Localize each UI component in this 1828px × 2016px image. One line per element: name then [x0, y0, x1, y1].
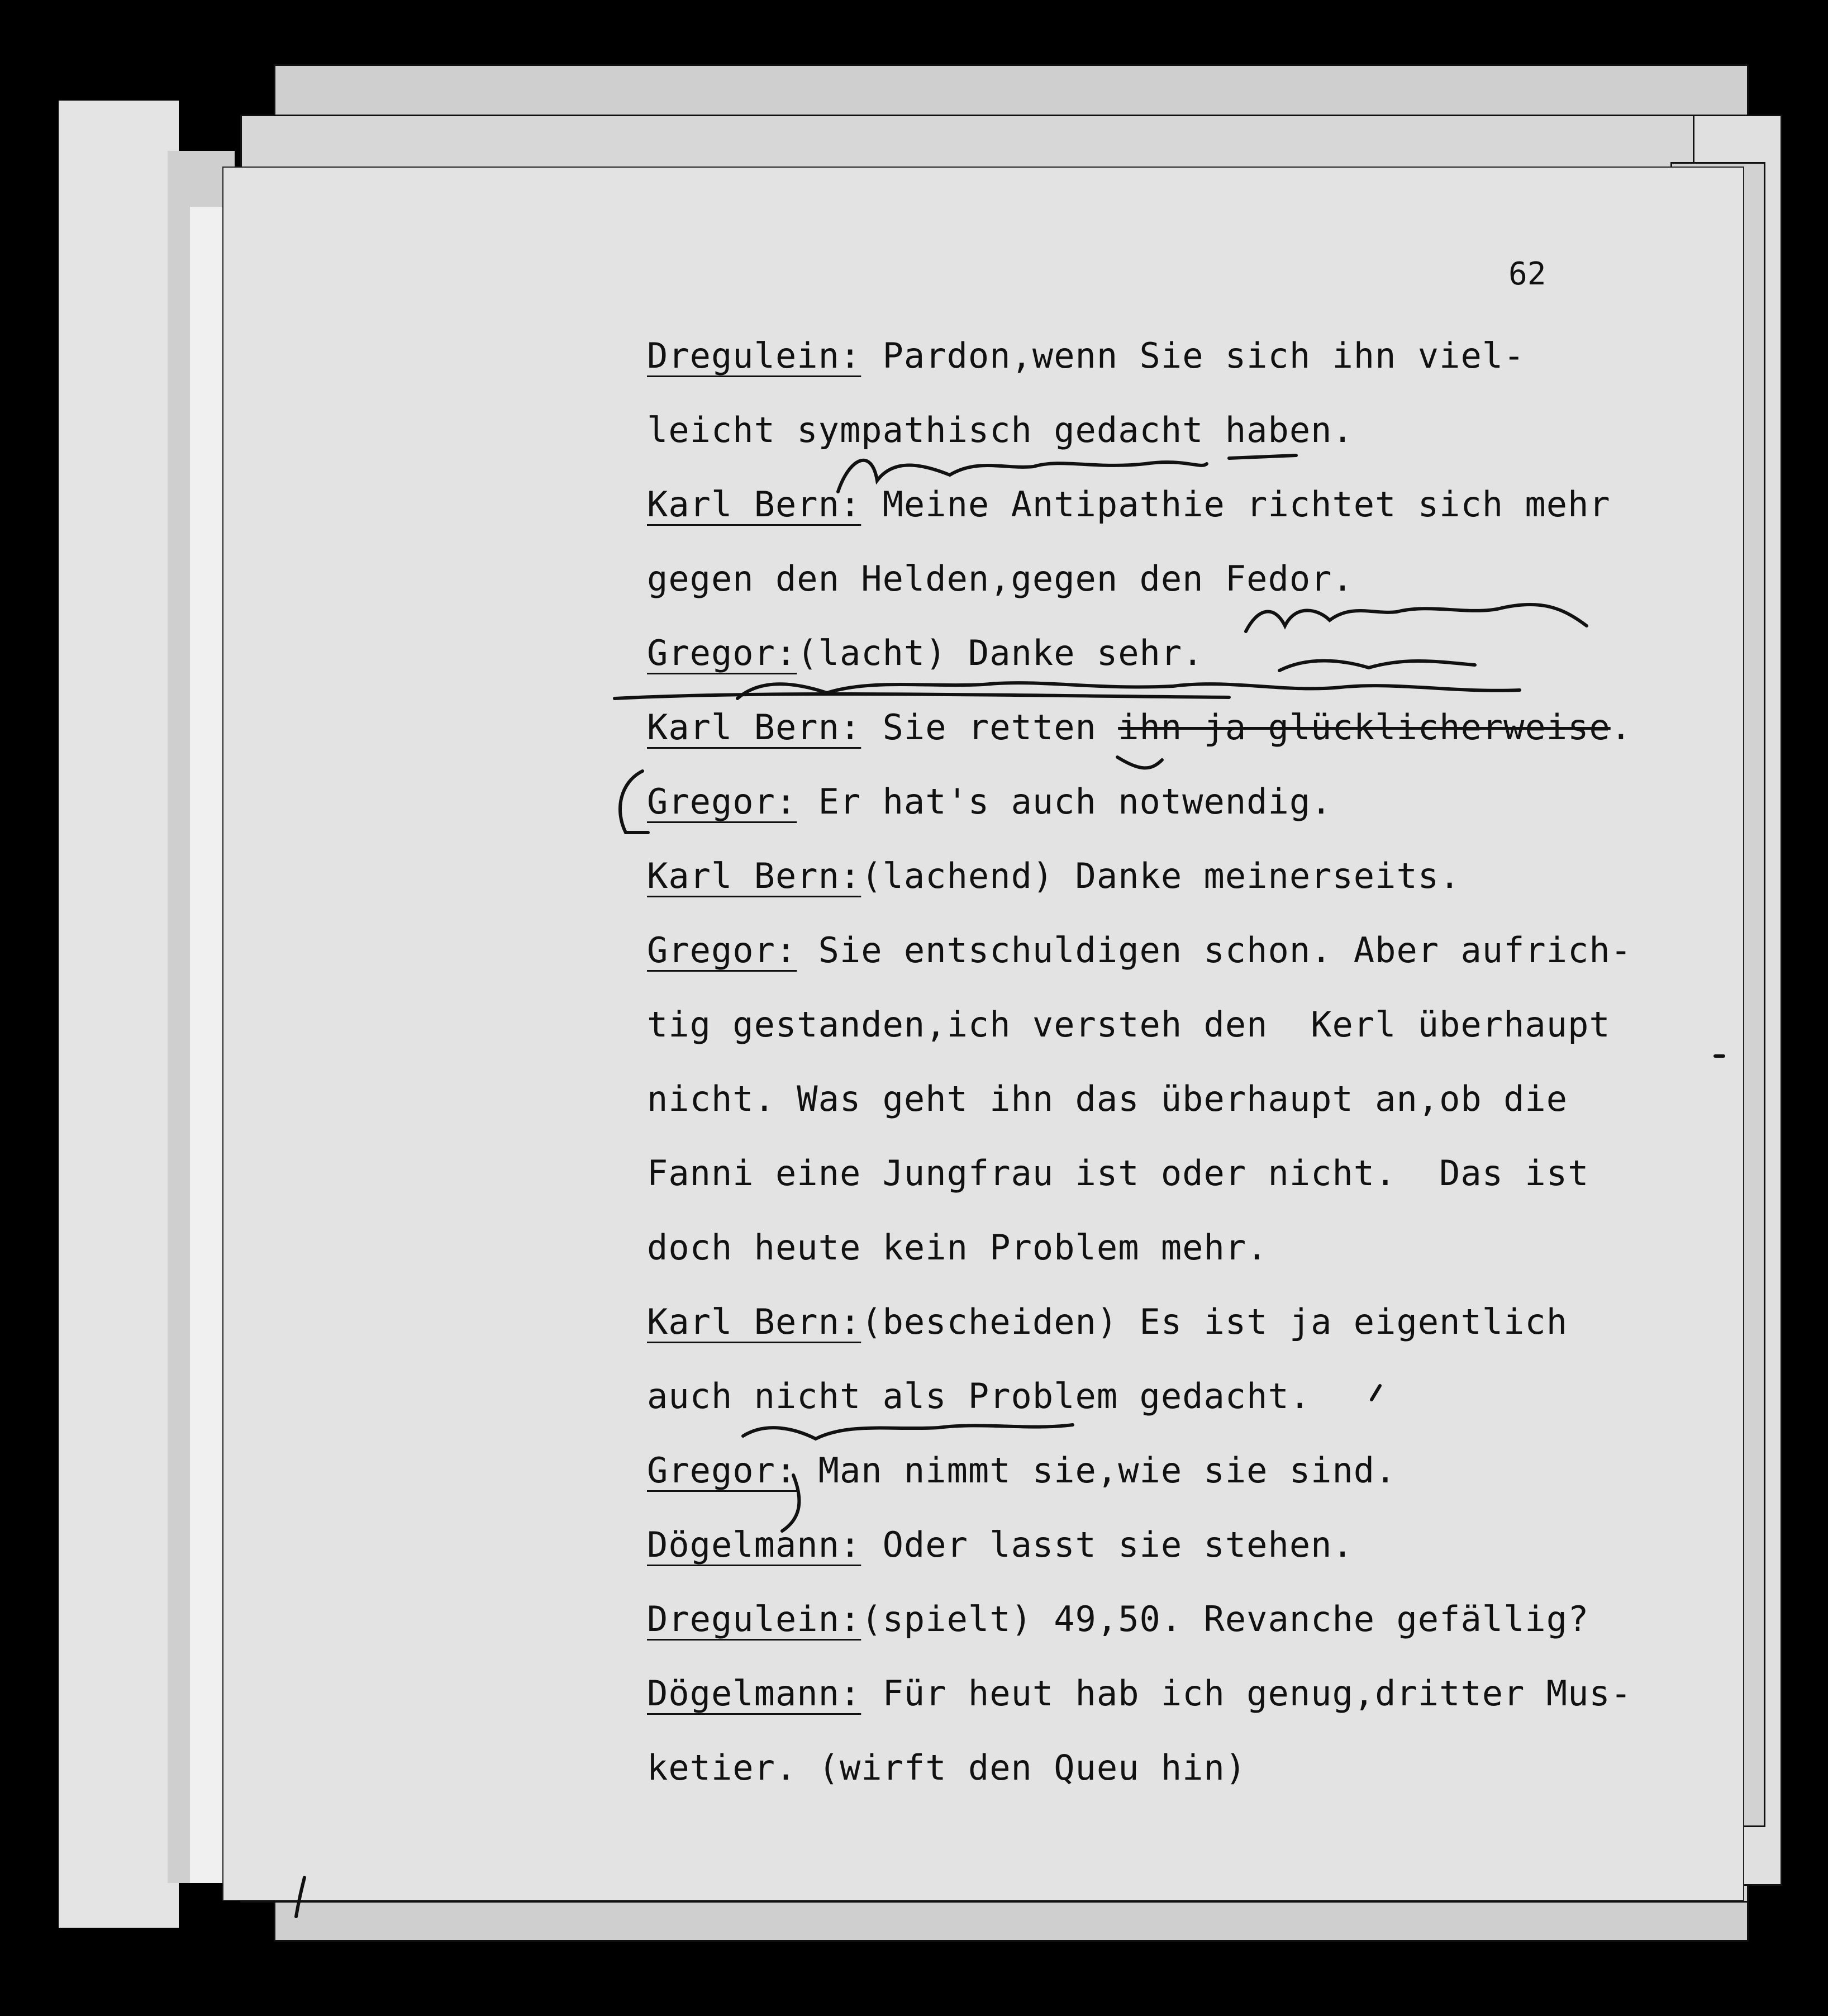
- line-text: (bescheiden) Es ist ja eigentlich: [861, 1301, 1568, 1342]
- struck-text: ihn ja glücklicherweise: [1118, 707, 1611, 748]
- line-text: leicht sympathisch gedacht haben.: [647, 410, 1354, 450]
- line-text: Fanni eine Jungfrau ist oder nicht. Das ist: [647, 1153, 1589, 1194]
- script-line: [647, 930, 1632, 971]
- script-line: [647, 633, 1204, 673]
- line-text: doch heute kein Problem mehr.: [647, 1227, 1268, 1268]
- script-line: [647, 1673, 1632, 1714]
- script-line: [647, 855, 1460, 896]
- script-line: [647, 1153, 1589, 1194]
- script-line: [647, 484, 1611, 525]
- speaker-name: Karl Bern:: [647, 855, 861, 896]
- line-text: gegen den Helden,gegen den Fedor.: [647, 558, 1354, 599]
- speaker-name: Gregor:: [647, 781, 797, 822]
- speaker-name: Karl Bern:: [647, 707, 861, 748]
- line-text: Pardon,wenn Sie sich ihn viel-: [861, 335, 1525, 376]
- line-text: ketier. (wirft den Queu hin): [647, 1747, 1247, 1788]
- line-text: (spielt) 49,50. Revanche gefällig?: [861, 1599, 1589, 1639]
- script-line: [647, 1599, 1589, 1639]
- line-text: Sie retten: [861, 707, 1118, 748]
- script-line: [647, 1376, 1311, 1416]
- script-line: [647, 1227, 1268, 1268]
- line-text: (lachend) Danke meinerseits.: [861, 855, 1461, 896]
- line-text: tig gestanden,ich versteh den Kerl überhaupt: [647, 1004, 1611, 1045]
- line-text: nicht. Was geht ihn das überhaupt an,ob die: [647, 1078, 1568, 1119]
- speaker-name: Dögelmann:: [647, 1524, 861, 1565]
- speaker-name: Karl Bern:: [647, 1301, 861, 1342]
- script-line: [647, 1078, 1568, 1119]
- script-line: [647, 707, 1632, 748]
- page-number: 62: [1508, 256, 1546, 292]
- line-text: auch nicht als Problem gedacht.: [647, 1376, 1311, 1416]
- script-line: [647, 410, 1354, 450]
- line-text: Er hat's auch notwendig.: [797, 781, 1332, 822]
- folded-paper-strip: [59, 101, 179, 1928]
- speaker-name: Gregor:: [647, 1450, 797, 1491]
- script-line: [647, 1747, 1246, 1788]
- script-line: [647, 1004, 1611, 1045]
- script-line: [647, 558, 1354, 599]
- speaker-name: Dregulein:: [647, 335, 861, 376]
- line-tail: .: [1610, 707, 1632, 748]
- speaker-name: Dögelmann:: [647, 1673, 861, 1714]
- script-line: [647, 1450, 1396, 1491]
- line-text: Man nimmt sie,wie sie sind.: [797, 1450, 1397, 1491]
- speaker-name: Karl Bern:: [647, 484, 861, 525]
- line-text: Meine Antipathie richtet sich mehr: [861, 484, 1611, 525]
- script-line: [647, 1301, 1568, 1342]
- line-text: Oder lasst sie stehen.: [861, 1524, 1354, 1565]
- speaker-name: Dregulein:: [647, 1599, 861, 1639]
- line-text: Sie entschuldigen schon. Aber aufrich-: [797, 930, 1632, 971]
- script-line: [647, 335, 1525, 376]
- line-text: (lacht) Danke sehr.: [797, 633, 1204, 673]
- speaker-name: Gregor:: [647, 930, 797, 971]
- script-line: [647, 781, 1332, 822]
- speaker-name: Gregor:: [647, 633, 797, 673]
- line-text: Für heut hab ich genug,dritter Mus-: [861, 1673, 1632, 1714]
- script-line: [647, 1524, 1354, 1565]
